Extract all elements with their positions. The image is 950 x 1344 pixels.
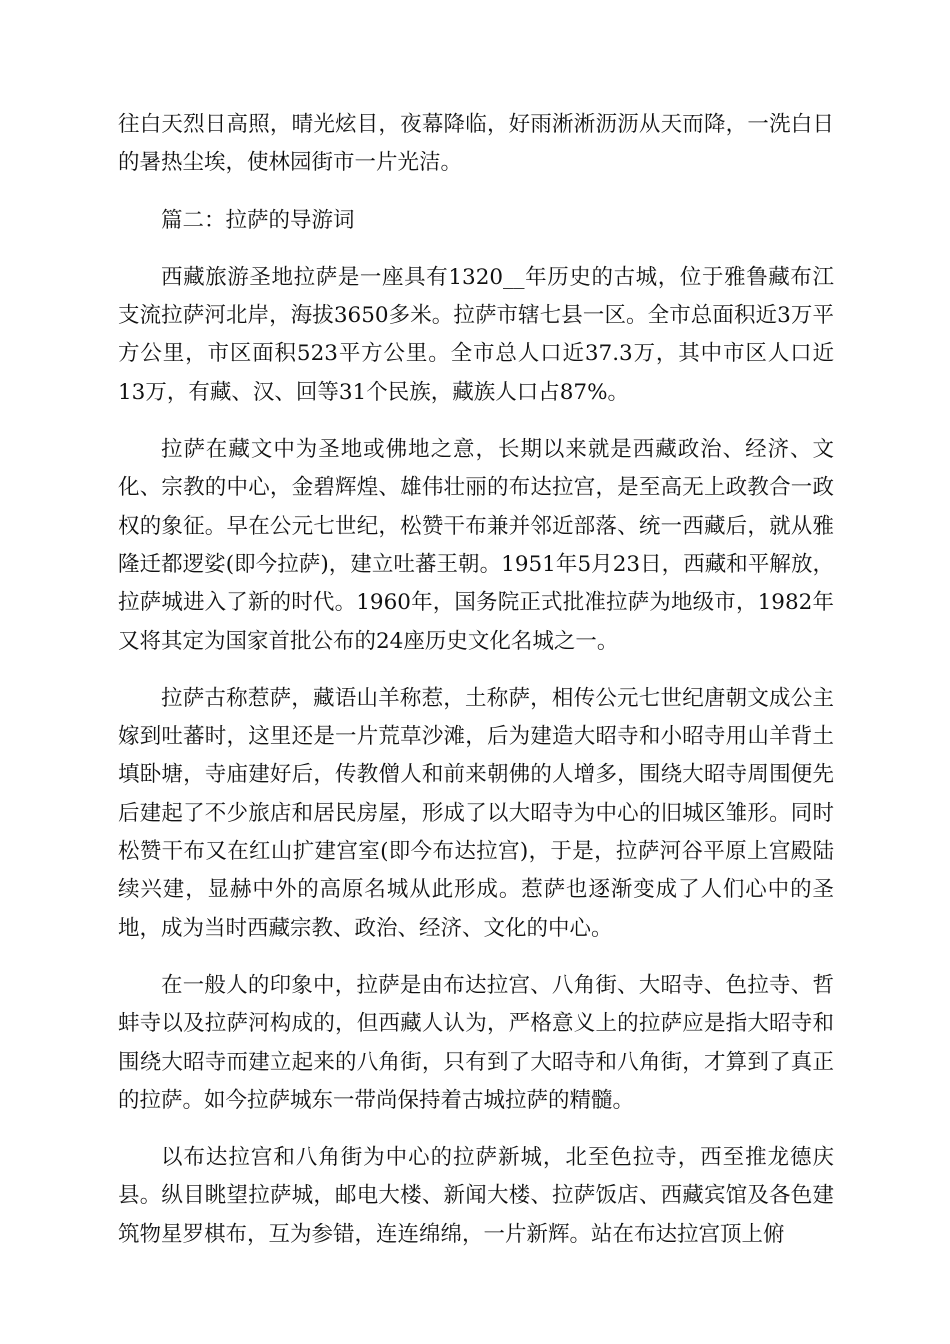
paragraph-continuation: 往白天烈日高照，晴光炫目，夜幕降临，好雨淅淅沥沥从天而降，一洗白日的暑热尘埃，使林园街市一片光洁。 xyxy=(118,112,834,176)
document-page xyxy=(118,106,834,1273)
paragraph-intro: 西藏旅游圣地拉萨是一座具有1320__年历史的古城，位于雅鲁藏布江支流拉萨河北岸，海拔3650多米。拉萨市辖七县一区。全市总面积近3万平方公里，市区面积523平方公里。全市总人口近37.3万，其中市区人口近13万，有藏、汉、回等31个民族，藏族人口占87%。 xyxy=(118,264,834,405)
paragraph-history: 拉萨在藏文中为圣地或佛地之意，长期以来就是西藏政治、经济、文化、宗教的中心，金碧辉煌、雄伟壮丽的布达拉宫，是至高无上政教合一政权的象征。早在公元七世纪，松赞干布兼并邻近部落、统一西藏后，就从雅隆迁都逻娑(即今拉萨)，建立吐蕃王朝。1951年5月23日，西藏和平解放，拉萨城进入了新的时代。1960年，国务院正式批准拉萨为地级市，1982年又将其定为国家首批公布的24座历史文化名城之一。 xyxy=(118,437,834,654)
paragraph-new-city: 以布达拉宫和八角街为中心的拉萨新城，北至色拉寺，西至推龙德庆县。纵目眺望拉萨城，邮电大楼、新闻大楼、拉萨饭店、西藏宾馆及各色建筑物星罗棋布，互为参错，连连绵绵，一片新辉。站在布达拉宫顶上俯 xyxy=(118,1145,834,1247)
section-heading: 篇二：拉萨的导游词 xyxy=(161,207,355,233)
paragraph-impression: 在一般人的印象中，拉萨是由布达拉宫、八角街、大昭寺、色拉寺、哲蚌寺以及拉萨河构成的，但西藏人认为，严格意义上的拉萨应是指大昭寺和围绕大昭寺而建立起来的八角街，只有到了大昭寺和八角街，才算到了真正的拉萨。如今拉萨城东一带尚保持着古城拉萨的精髓。 xyxy=(118,972,834,1113)
paragraph-ancient-name: 拉萨古称惹萨，藏语山羊称惹，土称萨，相传公元七世纪唐朝文成公主嫁到吐蕃时，这里还是一片荒草沙滩，后为建造大昭寺和小昭寺用山羊背土填卧塘，寺庙建好后，传教僧人和前来朝佛的人增多，围绕大昭寺周围便先后建起了不少旅店和居民房屋，形成了以大昭寺为中心的旧城区雏形。同时松赞干布又在红山扩建宫室(即今布达拉宫)，于是，拉萨河谷平原上宫殿陆续兴建，显赫中外的高原名城从此形成。惹萨也逐渐变成了人们心中的圣地，成为当时西藏宗教、政治、经济、文化的中心。 xyxy=(118,685,834,941)
